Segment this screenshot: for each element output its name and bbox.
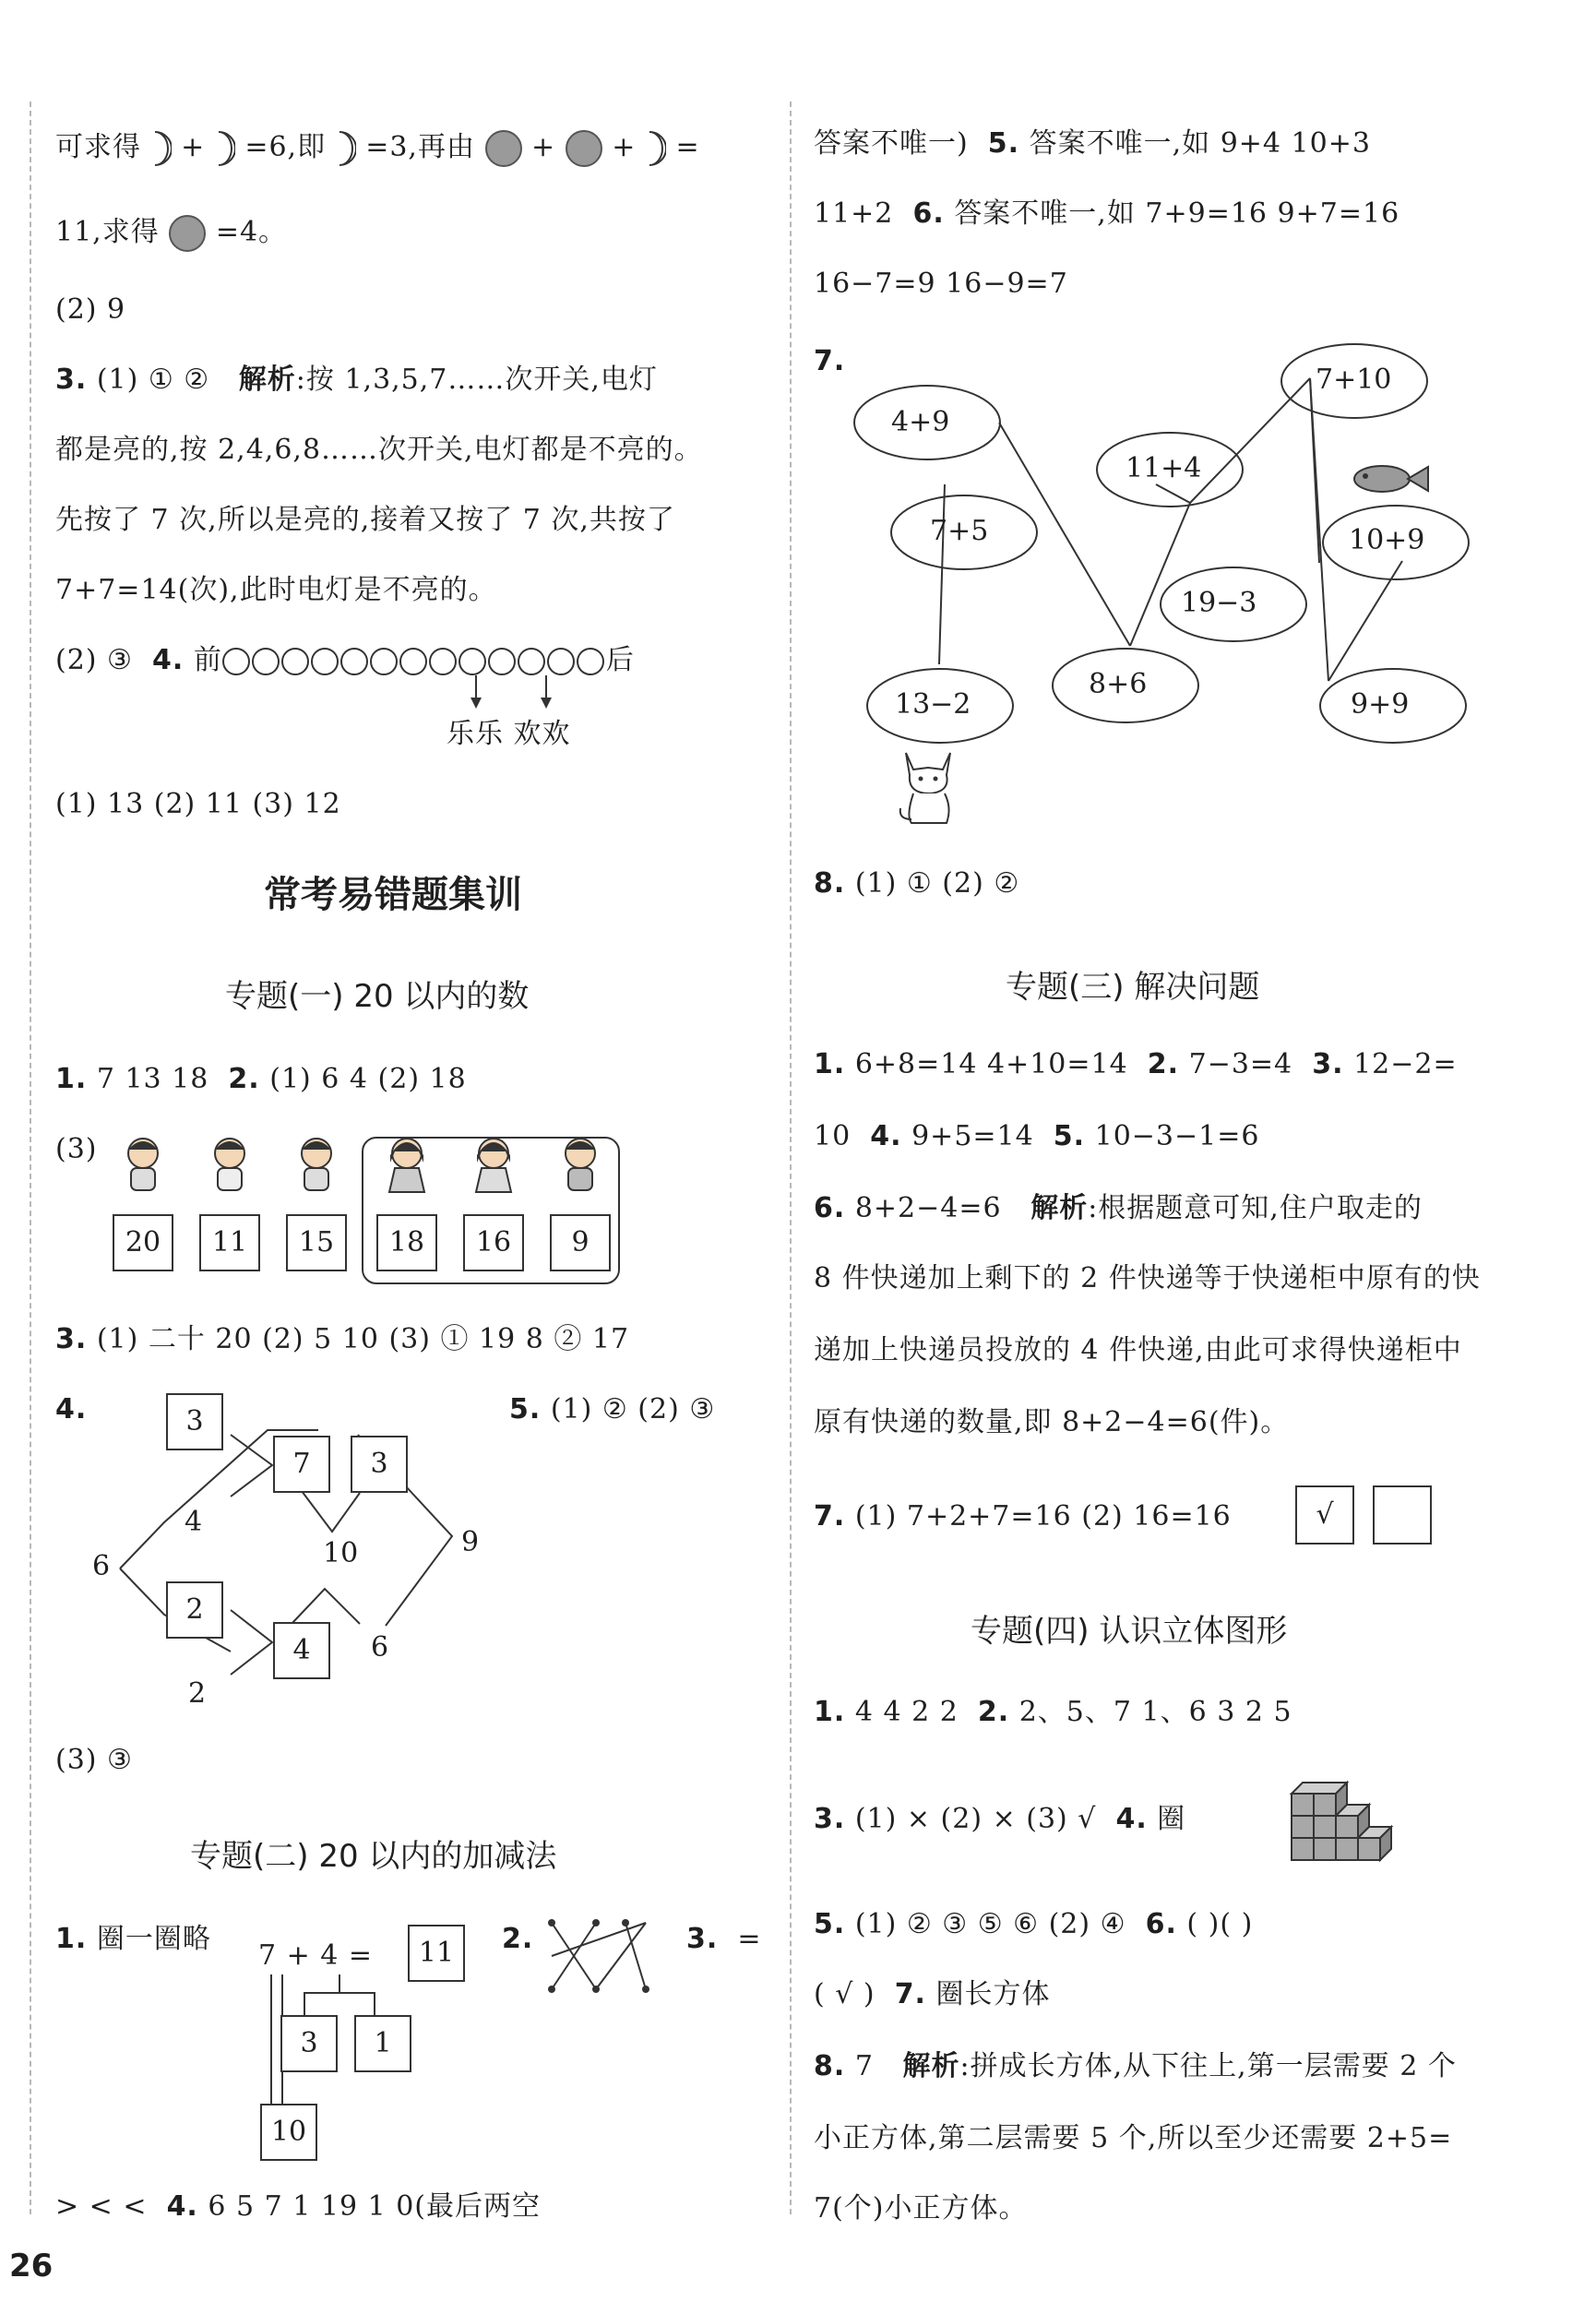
t1-line-4: 4. (55, 1393, 88, 1425)
t2-line-1b: 2. (502, 1923, 534, 1955)
ellipse-label: 19−3 (1181, 587, 1257, 619)
diagram-box: 2 (166, 1581, 223, 1639)
answer-box: 1 (354, 2015, 411, 2072)
right-line-7: 10 4. 9+5=14 5. 10−3−1=6 (814, 1120, 1260, 1152)
kid-number-box: 16 (463, 1214, 524, 1271)
ellipse-label: 10+9 (1349, 524, 1425, 556)
t2-eq: 7 + 4 = (258, 1939, 374, 1972)
right-line-19: 7(个)小正方体。 (814, 2192, 1028, 2225)
t2-line-2: > < < 4. 6 5 7 1 19 1 0(最后两空 (55, 2190, 542, 2223)
right-line-4: 7. (814, 345, 846, 377)
left-line-6: 先按了 7 次,所以是亮的,接着又按了 7 次,共按了 (55, 504, 675, 536)
boy-icon (118, 1135, 168, 1199)
topic-4-title: 专题(四) 认识立体图形 (971, 1613, 1288, 1650)
diagram-number: 6 (371, 1631, 389, 1664)
ellipse-label: 8+6 (1089, 668, 1148, 700)
right-line-12: 7. (1) 7+2+7=16 (2) 16=16 (814, 1500, 1232, 1533)
ellipse-label: 4+9 (891, 406, 950, 438)
kid-number-box: 9 (550, 1214, 611, 1271)
right-line-18: 小正方体,第二层需要 5 个,所以至少还需要 2+5= (814, 2122, 1453, 2154)
t1-line-3: 3. (1) 二十 20 (2) 5 10 (3) ① 19 8 ② 17 (55, 1323, 630, 1355)
column-divider (790, 101, 792, 2214)
ball-icon (169, 215, 206, 252)
diagram-box: 3 (351, 1436, 408, 1493)
right-line-16: ( √ ) 7. 圈长方体 (814, 1978, 1051, 2010)
answer-box: 3 (280, 2015, 338, 2072)
ellipse-label: 13−2 (895, 688, 971, 721)
right-line-15: 5. (1) ② ③ ⑤ ⑥ (2) ④ 6. ( )( ) (814, 1908, 1254, 1940)
diagram-box: 4 (273, 1622, 330, 1679)
left-line-5: 都是亮的,按 2,4,6,8……次开关,电灯都是不亮的。 (55, 434, 703, 466)
diagram-number: 10 (323, 1537, 359, 1569)
ellipse-label: 7+5 (930, 515, 989, 547)
diagram-number: 4 (185, 1506, 203, 1538)
left-line-8: (2) ③ 4. 前 后 (55, 644, 635, 676)
right-line-8: 6. 8+2−4=6 解析:根据题意可知,住户取走的 (814, 1192, 1423, 1224)
right-line-9: 8 件快递加上剩下的 2 件快递等于快递柜中原有的快 (814, 1262, 1481, 1294)
right-line-10: 递加上快递员投放的 4 件快递,由此可求得快递柜中 (814, 1334, 1462, 1366)
ellipse-label: 9+9 (1351, 688, 1410, 721)
cube-stack-icon (1288, 1768, 1397, 1866)
diagram-number: 2 (188, 1677, 207, 1710)
ellipse-label: 7+10 (1316, 364, 1392, 396)
right-line-2: 11+2 6. 答案不唯一,如 7+9=16 9+7=16 (814, 197, 1400, 230)
queue-arrows (461, 675, 572, 712)
right-line-6: 1. 6+8=14 4+10=14 2. 7−3=4 3. 12−2= (814, 1048, 1458, 1080)
left-line-1: 可求得 + =6,即 =3,再由 + + = (55, 129, 700, 167)
right-line-3: 16−7=9 16−9=7 (814, 268, 1068, 300)
matching-lines-diagram (544, 1915, 655, 1998)
left-line-9: 乐乐 欢欢 (447, 718, 571, 750)
diagram-number: 9 (461, 1526, 480, 1558)
right-line-11: 原有快递的数量,即 8+2−4=6(件)。 (814, 1406, 1290, 1438)
topic-2-title: 专题(二) 20 以内的加减法 (190, 1838, 557, 1875)
t1-line-1: 1. 7 13 18 2. (1) 6 4 (2) 18 (55, 1063, 467, 1095)
check-box-empty (1373, 1485, 1432, 1545)
diagram-box: 3 (166, 1393, 223, 1450)
left-margin-dashed-line (30, 101, 31, 2214)
moon-icon (151, 130, 172, 167)
t1-line-2: (3) (55, 1133, 98, 1165)
boy-icon (292, 1135, 341, 1199)
fish-icon (1349, 458, 1432, 500)
kid-number-box: 20 (113, 1214, 173, 1271)
moon-icon (646, 130, 666, 167)
left-line-7: 7+7=14(次),此时电灯是不亮的。 (55, 574, 497, 606)
t2-line-1: 1. 圈一圈略 (55, 1923, 211, 1955)
t2-line-1c: 3. = (686, 1923, 762, 1955)
diagram-box: 7 (273, 1436, 330, 1493)
check-box-checked: √ (1295, 1485, 1354, 1545)
t1-line-5: (3) ③ (55, 1744, 133, 1776)
diagram-number: 6 (92, 1550, 111, 1582)
t1-line-4b: 5. (1) ② (2) ③ (509, 1393, 716, 1425)
cat-icon (893, 744, 963, 827)
ball-icon (566, 130, 602, 167)
topic-3-title: 专题(三) 解决问题 (1006, 969, 1260, 1006)
topic-1-title: 专题(一) 20 以内的数 (225, 978, 530, 1015)
section-title: 常考易错题集训 (264, 874, 522, 916)
answer-box: 11 (408, 1925, 465, 1982)
moon-icon (215, 130, 235, 167)
right-line-1: 答案不唯一) 5. 答案不唯一,如 9+4 10+3 (814, 127, 1371, 160)
kid-number-box: 15 (286, 1214, 347, 1271)
ellipse-label: 11+4 (1126, 452, 1202, 484)
left-line-2: 11,求得 =4。 (55, 214, 287, 252)
page-number: 26 (9, 2248, 54, 2284)
kid-number-box: 11 (199, 1214, 260, 1271)
answer-box: 10 (260, 2104, 317, 2161)
right-line-13: 1. 4 4 2 2 2. 2、5、7 1、6 3 2 5 (814, 1696, 1292, 1728)
ball-icon (485, 130, 522, 167)
right-line-5: 8. (1) ① (2) ② (814, 867, 1020, 900)
left-line-10: (1) 13 (2) 11 (3) 12 (55, 788, 341, 820)
moon-icon (336, 130, 356, 167)
right-line-14: 3. (1) × (2) × (3) √ 4. 圈 (814, 1803, 1186, 1835)
kid-number-box: 18 (376, 1214, 437, 1271)
right-line-17: 8. 7 解析:拼成长方体,从下往上,第一层需要 2 个 (814, 2050, 1457, 2082)
left-line-3: (2) 9 (55, 293, 126, 326)
left-line-4: 3. (1) ① ② 解析:按 1,3,5,7……次开关,电灯 (55, 364, 658, 396)
boy-icon (205, 1135, 255, 1199)
queue-circles (222, 644, 606, 676)
